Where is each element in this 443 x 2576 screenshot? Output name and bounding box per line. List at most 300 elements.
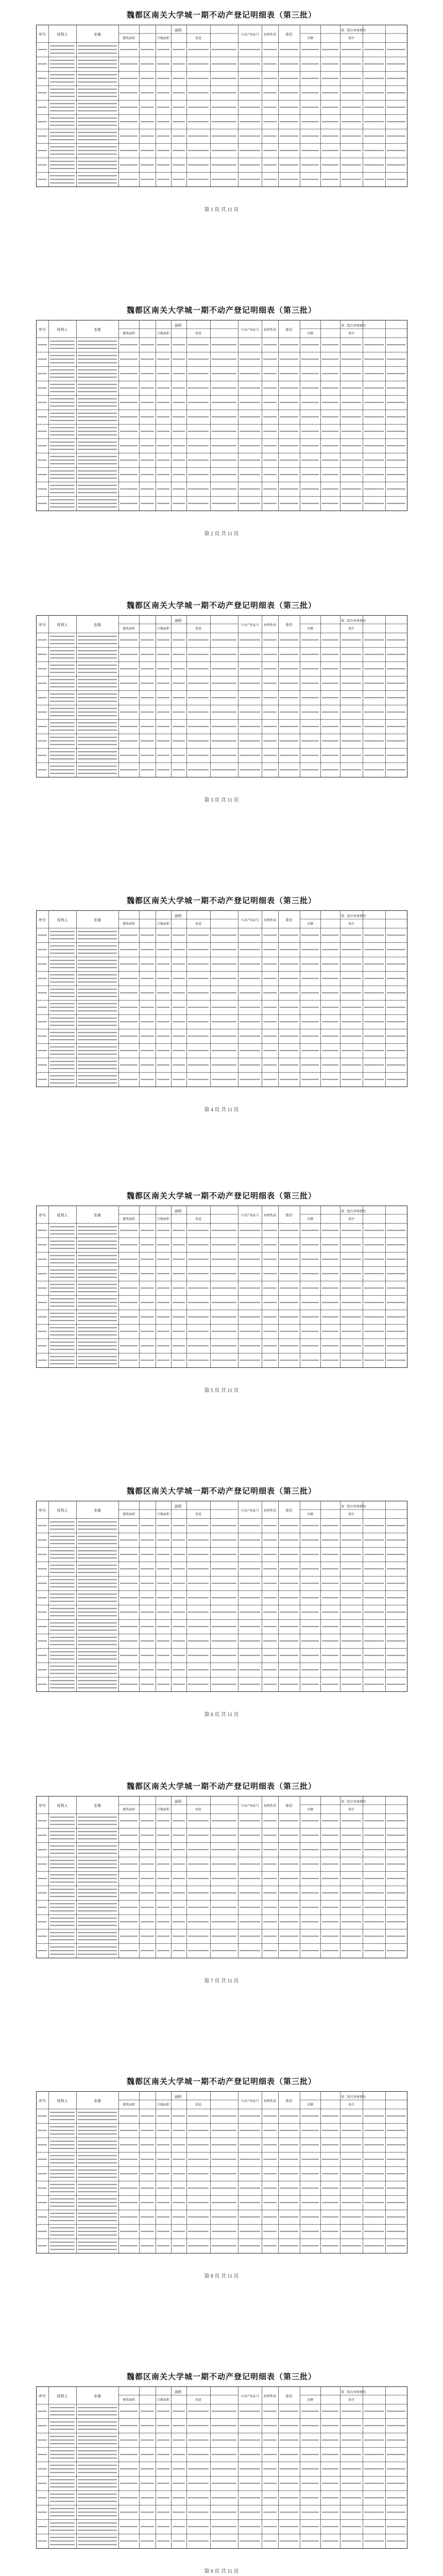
table-cell — [364, 1316, 384, 1317]
table-cell — [78, 92, 117, 93]
table-cell — [240, 359, 260, 360]
table-cell — [78, 1626, 117, 1627]
table-cell — [141, 1849, 154, 1850]
table-cell — [212, 2425, 236, 2426]
table-cell — [240, 1021, 260, 1022]
header-price: 单价 — [285, 919, 293, 922]
table-cell — [322, 963, 338, 964]
table-cell — [50, 1046, 75, 1047]
table-cell — [387, 2188, 405, 2189]
table-cell — [301, 726, 319, 727]
table-cell — [50, 1838, 75, 1839]
table-cell — [78, 730, 117, 731]
header-price: 单价 — [285, 1509, 293, 1513]
table-cell — [50, 348, 75, 349]
table-cell — [322, 2188, 338, 2189]
table-cell — [280, 387, 298, 388]
table-cell — [78, 1936, 117, 1937]
table-cell — [342, 121, 361, 122]
table-cell — [78, 1925, 117, 1926]
table-cell — [157, 2173, 169, 2174]
table-cell — [50, 2411, 75, 2412]
table-cell — [322, 2497, 338, 2498]
table-cell — [78, 769, 117, 770]
table-cell — [78, 1910, 117, 1911]
table-cell — [38, 92, 47, 93]
table-cell — [78, 2133, 117, 2134]
table-cell — [141, 373, 154, 374]
table-cell — [342, 1878, 361, 1879]
table-cell — [78, 1255, 117, 1256]
table-cell — [301, 654, 319, 655]
table-cell — [173, 1878, 185, 1879]
table-cell — [120, 2130, 138, 2131]
table-cell — [50, 2508, 75, 2509]
table-cell — [240, 1273, 260, 1274]
table-cell — [263, 1640, 277, 1641]
table-cell — [157, 416, 169, 417]
header-amount: 金额 — [306, 628, 314, 631]
page-title: 魏都区南关大学城一期不动产登记明细表（第三批） — [126, 11, 316, 20]
table-cell — [78, 1835, 117, 1836]
table-cell — [301, 387, 319, 388]
table-cell — [78, 503, 117, 504]
table-cell — [263, 1316, 277, 1317]
table-cell — [120, 2144, 138, 2145]
table-cell — [78, 2231, 117, 2232]
table-cell — [78, 2155, 117, 2156]
table-cell — [387, 1626, 405, 1627]
table-cell — [188, 1597, 209, 1598]
table-cell — [301, 431, 319, 432]
table-cell — [342, 1936, 361, 1937]
table-cell — [364, 1863, 384, 1865]
table-cell — [78, 1644, 117, 1645]
table-cell — [173, 1669, 185, 1670]
table-cell — [342, 1244, 361, 1245]
table-cell — [78, 2216, 117, 2217]
table-cell — [263, 2497, 277, 2498]
table-cell — [188, 654, 209, 655]
table-cell — [141, 755, 154, 756]
table-cell — [50, 1568, 75, 1569]
header-area-group: 面积 — [175, 1505, 182, 1509]
table-cell — [78, 2206, 117, 2207]
table-cell — [173, 164, 185, 165]
table-cell — [78, 348, 117, 349]
table-cell — [120, 344, 138, 345]
table-cell — [322, 1036, 338, 1037]
table-cell — [212, 1064, 236, 1065]
table-cell — [240, 1360, 260, 1361]
table-cell — [78, 2220, 117, 2221]
table-cell — [78, 1342, 117, 1343]
table-cell — [387, 1849, 405, 1850]
table-cell — [173, 107, 185, 108]
table-cell — [387, 697, 405, 698]
table-cell — [240, 1331, 260, 1332]
table-cell — [342, 668, 361, 669]
table-cell — [301, 1684, 319, 1685]
table-cell — [120, 2468, 138, 2469]
table-cell — [50, 2130, 75, 2131]
table-cell — [78, 1637, 117, 1638]
table-cell — [50, 1054, 75, 1055]
table-cell — [50, 1921, 75, 1922]
table-cell — [364, 1345, 384, 1346]
table-cell — [212, 1050, 236, 1051]
header-location: 坐落 — [94, 1509, 101, 1513]
table-cell — [78, 161, 117, 162]
table-cell — [280, 697, 298, 698]
table-cell — [50, 2112, 75, 2113]
table-cell — [173, 2411, 185, 2412]
table-cell — [263, 107, 277, 108]
table-cell — [157, 2188, 169, 2189]
table-cell — [50, 139, 75, 140]
table-cell — [50, 2425, 75, 2426]
table-cell — [157, 1360, 169, 1361]
table-cell — [157, 2483, 169, 2484]
table-cell — [263, 1849, 277, 1850]
table-cell — [342, 63, 361, 64]
table-cell — [342, 2216, 361, 2217]
table-cell — [322, 978, 338, 979]
table-cell — [78, 1601, 117, 1602]
table-cell — [173, 978, 185, 979]
header-price: 单价 — [285, 33, 293, 37]
table-cell — [322, 668, 338, 669]
table-cell — [38, 2115, 47, 2116]
table-cell — [50, 89, 75, 90]
table-cell — [263, 1878, 277, 1879]
table-cell — [387, 1612, 405, 1613]
table-cell — [157, 2130, 169, 2131]
table-cell — [364, 1878, 384, 1879]
table-cell — [263, 179, 277, 180]
header-status-group: 第二批次审核情况 — [340, 325, 366, 328]
table-cell — [78, 1521, 117, 1522]
table-cell — [78, 1554, 117, 1555]
table-cell — [322, 2483, 338, 2484]
table-cell — [240, 344, 260, 345]
table-cell — [212, 740, 236, 741]
table-cell — [120, 1036, 138, 1037]
table-cell — [141, 2483, 154, 2484]
table-cell — [364, 49, 384, 50]
table-cell — [342, 359, 361, 360]
table-cell — [78, 1565, 117, 1566]
table-cell — [387, 2231, 405, 2232]
table-cell — [173, 755, 185, 756]
table-cell — [173, 179, 185, 180]
table-cell — [364, 2144, 384, 2145]
table-cell — [38, 63, 47, 64]
table-cell — [50, 355, 75, 356]
table-cell — [342, 1273, 361, 1274]
table-cell — [188, 1554, 209, 1555]
table-cell — [280, 1230, 298, 1231]
table-cell — [188, 1568, 209, 1569]
table-cell — [364, 1360, 384, 1361]
table-cell — [78, 967, 117, 968]
page-footer: 第 3 页 共 11 页 — [204, 798, 239, 803]
table-cell — [301, 2468, 319, 2469]
register-table — [36, 615, 408, 778]
table-cell — [173, 639, 185, 640]
table-cell — [387, 2216, 405, 2217]
table-cell — [212, 2231, 236, 2232]
table-cell — [173, 1655, 185, 1656]
table-cell — [38, 935, 47, 936]
table-cell — [364, 2425, 384, 2426]
table-cell — [38, 445, 47, 446]
table-cell — [342, 2144, 361, 2145]
table-cell — [280, 1640, 298, 1641]
table-cell — [120, 711, 138, 713]
table-cell — [188, 2411, 209, 2412]
table-cell — [387, 78, 405, 79]
table-cell — [50, 1867, 75, 1868]
table-cell — [38, 107, 47, 108]
table-cell — [78, 362, 117, 363]
table-cell — [342, 1849, 361, 1850]
table-cell — [50, 2483, 75, 2484]
table-cell — [50, 643, 75, 644]
table-cell — [78, 1244, 117, 1245]
table-cell — [78, 1356, 117, 1357]
table-cell — [50, 1284, 75, 1285]
table-cell — [78, 2515, 117, 2516]
table-cell — [50, 981, 75, 982]
table-cell — [301, 949, 319, 950]
table-cell — [50, 755, 75, 756]
table-cell — [322, 474, 338, 475]
table-cell — [240, 2540, 260, 2541]
table-cell — [301, 755, 319, 756]
table-cell — [387, 1539, 405, 1540]
table-cell — [387, 359, 405, 360]
table-cell — [141, 2216, 154, 2217]
table-cell — [141, 1302, 154, 1303]
table-cell — [301, 1568, 319, 1569]
table-cell — [342, 2454, 361, 2455]
table-cell — [78, 1583, 117, 1584]
table-cell — [78, 1939, 117, 1940]
table-cell — [387, 978, 405, 979]
table-cell — [50, 1835, 75, 1836]
table-cell — [212, 49, 236, 50]
table-cell — [50, 1903, 75, 1904]
header-use: 用途 — [195, 37, 202, 40]
table-cell — [50, 2421, 75, 2422]
table-cell — [240, 769, 260, 770]
table-cell — [141, 107, 154, 108]
table-cell — [50, 1684, 75, 1685]
table-cell — [240, 416, 260, 417]
table-cell — [301, 963, 319, 964]
table-cell — [240, 387, 260, 388]
page-footer: 第 6 页 共 11 页 — [204, 1712, 239, 1718]
table-cell — [78, 413, 117, 414]
table-cell — [50, 2494, 75, 2495]
table-cell — [157, 726, 169, 727]
header-amount: 金额 — [306, 1808, 314, 1811]
table-cell — [38, 431, 47, 432]
table-cell — [78, 1082, 117, 1083]
table-cell — [78, 49, 117, 50]
table-cell — [301, 1259, 319, 1260]
table-cell — [120, 2231, 138, 2232]
table-cell — [141, 1331, 154, 1332]
table-cell — [240, 1079, 260, 1080]
table-cell — [157, 1525, 169, 1526]
table-cell — [120, 164, 138, 165]
header-total-area: 建筑面积 — [122, 1808, 135, 1811]
table-cell — [141, 726, 154, 727]
table-cell — [78, 1302, 117, 1303]
table-cell — [322, 1612, 338, 1613]
table-cell — [120, 92, 138, 93]
table-cell — [50, 1316, 75, 1317]
table-cell — [173, 2468, 185, 2469]
table-cell — [280, 2202, 298, 2203]
table-cell — [78, 981, 117, 982]
table-cell — [141, 740, 154, 741]
table-cell — [240, 503, 260, 504]
table-cell — [212, 697, 236, 698]
table-cell — [301, 1273, 319, 1274]
table-cell — [212, 1669, 236, 1670]
table-cell — [280, 1021, 298, 1022]
table-cell — [78, 463, 117, 464]
header-owner: 权利人 — [57, 623, 68, 627]
table-cell — [78, 1291, 117, 1292]
table-cell — [188, 683, 209, 684]
table-cell — [212, 1525, 236, 1526]
table-cell — [38, 697, 47, 698]
table-cell — [342, 164, 361, 165]
table-cell — [280, 2144, 298, 2145]
table-cell — [50, 1658, 75, 1659]
table-cell — [50, 1032, 75, 1033]
table-cell — [120, 978, 138, 979]
table-cell — [50, 146, 75, 147]
table-cell — [173, 1863, 185, 1865]
table-cell — [50, 431, 75, 432]
table-cell — [50, 1586, 75, 1587]
table-cell — [342, 2130, 361, 2131]
table-cell — [50, 1946, 75, 1947]
table-cell — [263, 344, 277, 345]
table-cell — [280, 2540, 298, 2541]
table-cell — [263, 2144, 277, 2145]
table-cell — [301, 2245, 319, 2246]
table-cell — [364, 1064, 384, 1065]
table-cell — [263, 49, 277, 50]
header-area-group: 面积 — [175, 1800, 182, 1804]
table-cell — [212, 1863, 236, 1865]
table-cell — [38, 2245, 47, 2246]
register-table — [36, 320, 408, 512]
table-cell — [301, 1525, 319, 1526]
table-cell — [212, 2526, 236, 2527]
table-cell — [212, 2115, 236, 2116]
table-cell — [50, 758, 75, 759]
header-location: 坐落 — [94, 623, 101, 627]
table-cell — [173, 402, 185, 403]
table-cell — [364, 2454, 384, 2455]
table-cell — [50, 488, 75, 489]
table-cell — [212, 639, 236, 640]
header-status-group: 第二批次审核情况 — [340, 2391, 366, 2394]
table-cell — [78, 1320, 117, 1321]
table-cell — [120, 1554, 138, 1555]
table-cell — [141, 1669, 154, 1670]
table-cell — [212, 2454, 236, 2455]
table-cell — [38, 2454, 47, 2455]
table-cell — [280, 1669, 298, 1670]
table-cell — [78, 2407, 117, 2408]
table-cell — [322, 1244, 338, 1245]
table-cell — [50, 1817, 75, 1818]
table-cell — [38, 2483, 47, 2484]
table-cell — [78, 2130, 117, 2131]
table-cell — [50, 726, 75, 727]
table-cell — [50, 683, 75, 684]
table-cell — [212, 963, 236, 964]
table-cell — [38, 1892, 47, 1893]
table-cell — [38, 2526, 47, 2527]
table-cell — [342, 1064, 361, 1065]
table-cell — [50, 499, 75, 500]
table-cell — [342, 1655, 361, 1656]
table-cell — [78, 2483, 117, 2484]
table-cell — [157, 2202, 169, 2203]
table-cell — [387, 1655, 405, 1656]
table-cell — [78, 1248, 117, 1249]
table-cell — [50, 693, 75, 694]
table-cell — [78, 945, 117, 946]
table-cell — [188, 1907, 209, 1908]
table-cell — [50, 1233, 75, 1234]
table-cell — [50, 2530, 75, 2531]
table-cell — [50, 1655, 75, 1656]
table-cell — [263, 726, 277, 727]
table-cell — [240, 1230, 260, 1231]
table-cell — [38, 503, 47, 504]
table-cell — [78, 431, 117, 432]
table-cell — [38, 460, 47, 461]
table-cell — [50, 1860, 75, 1861]
table-cell — [78, 679, 117, 680]
table-cell — [301, 1626, 319, 1627]
table-cell — [157, 1287, 169, 1289]
table-cell — [280, 164, 298, 165]
table-cell — [387, 1863, 405, 1865]
table-cell — [78, 931, 117, 932]
table-cell — [50, 1557, 75, 1558]
table-cell — [173, 387, 185, 388]
table-cell — [78, 384, 117, 385]
table-cell — [38, 1863, 47, 1865]
table-cell — [263, 711, 277, 713]
table-cell — [141, 1345, 154, 1346]
table-cell — [78, 1867, 117, 1868]
table-cell — [50, 2155, 75, 2156]
table-cell — [240, 2115, 260, 2116]
table-cell — [387, 963, 405, 964]
